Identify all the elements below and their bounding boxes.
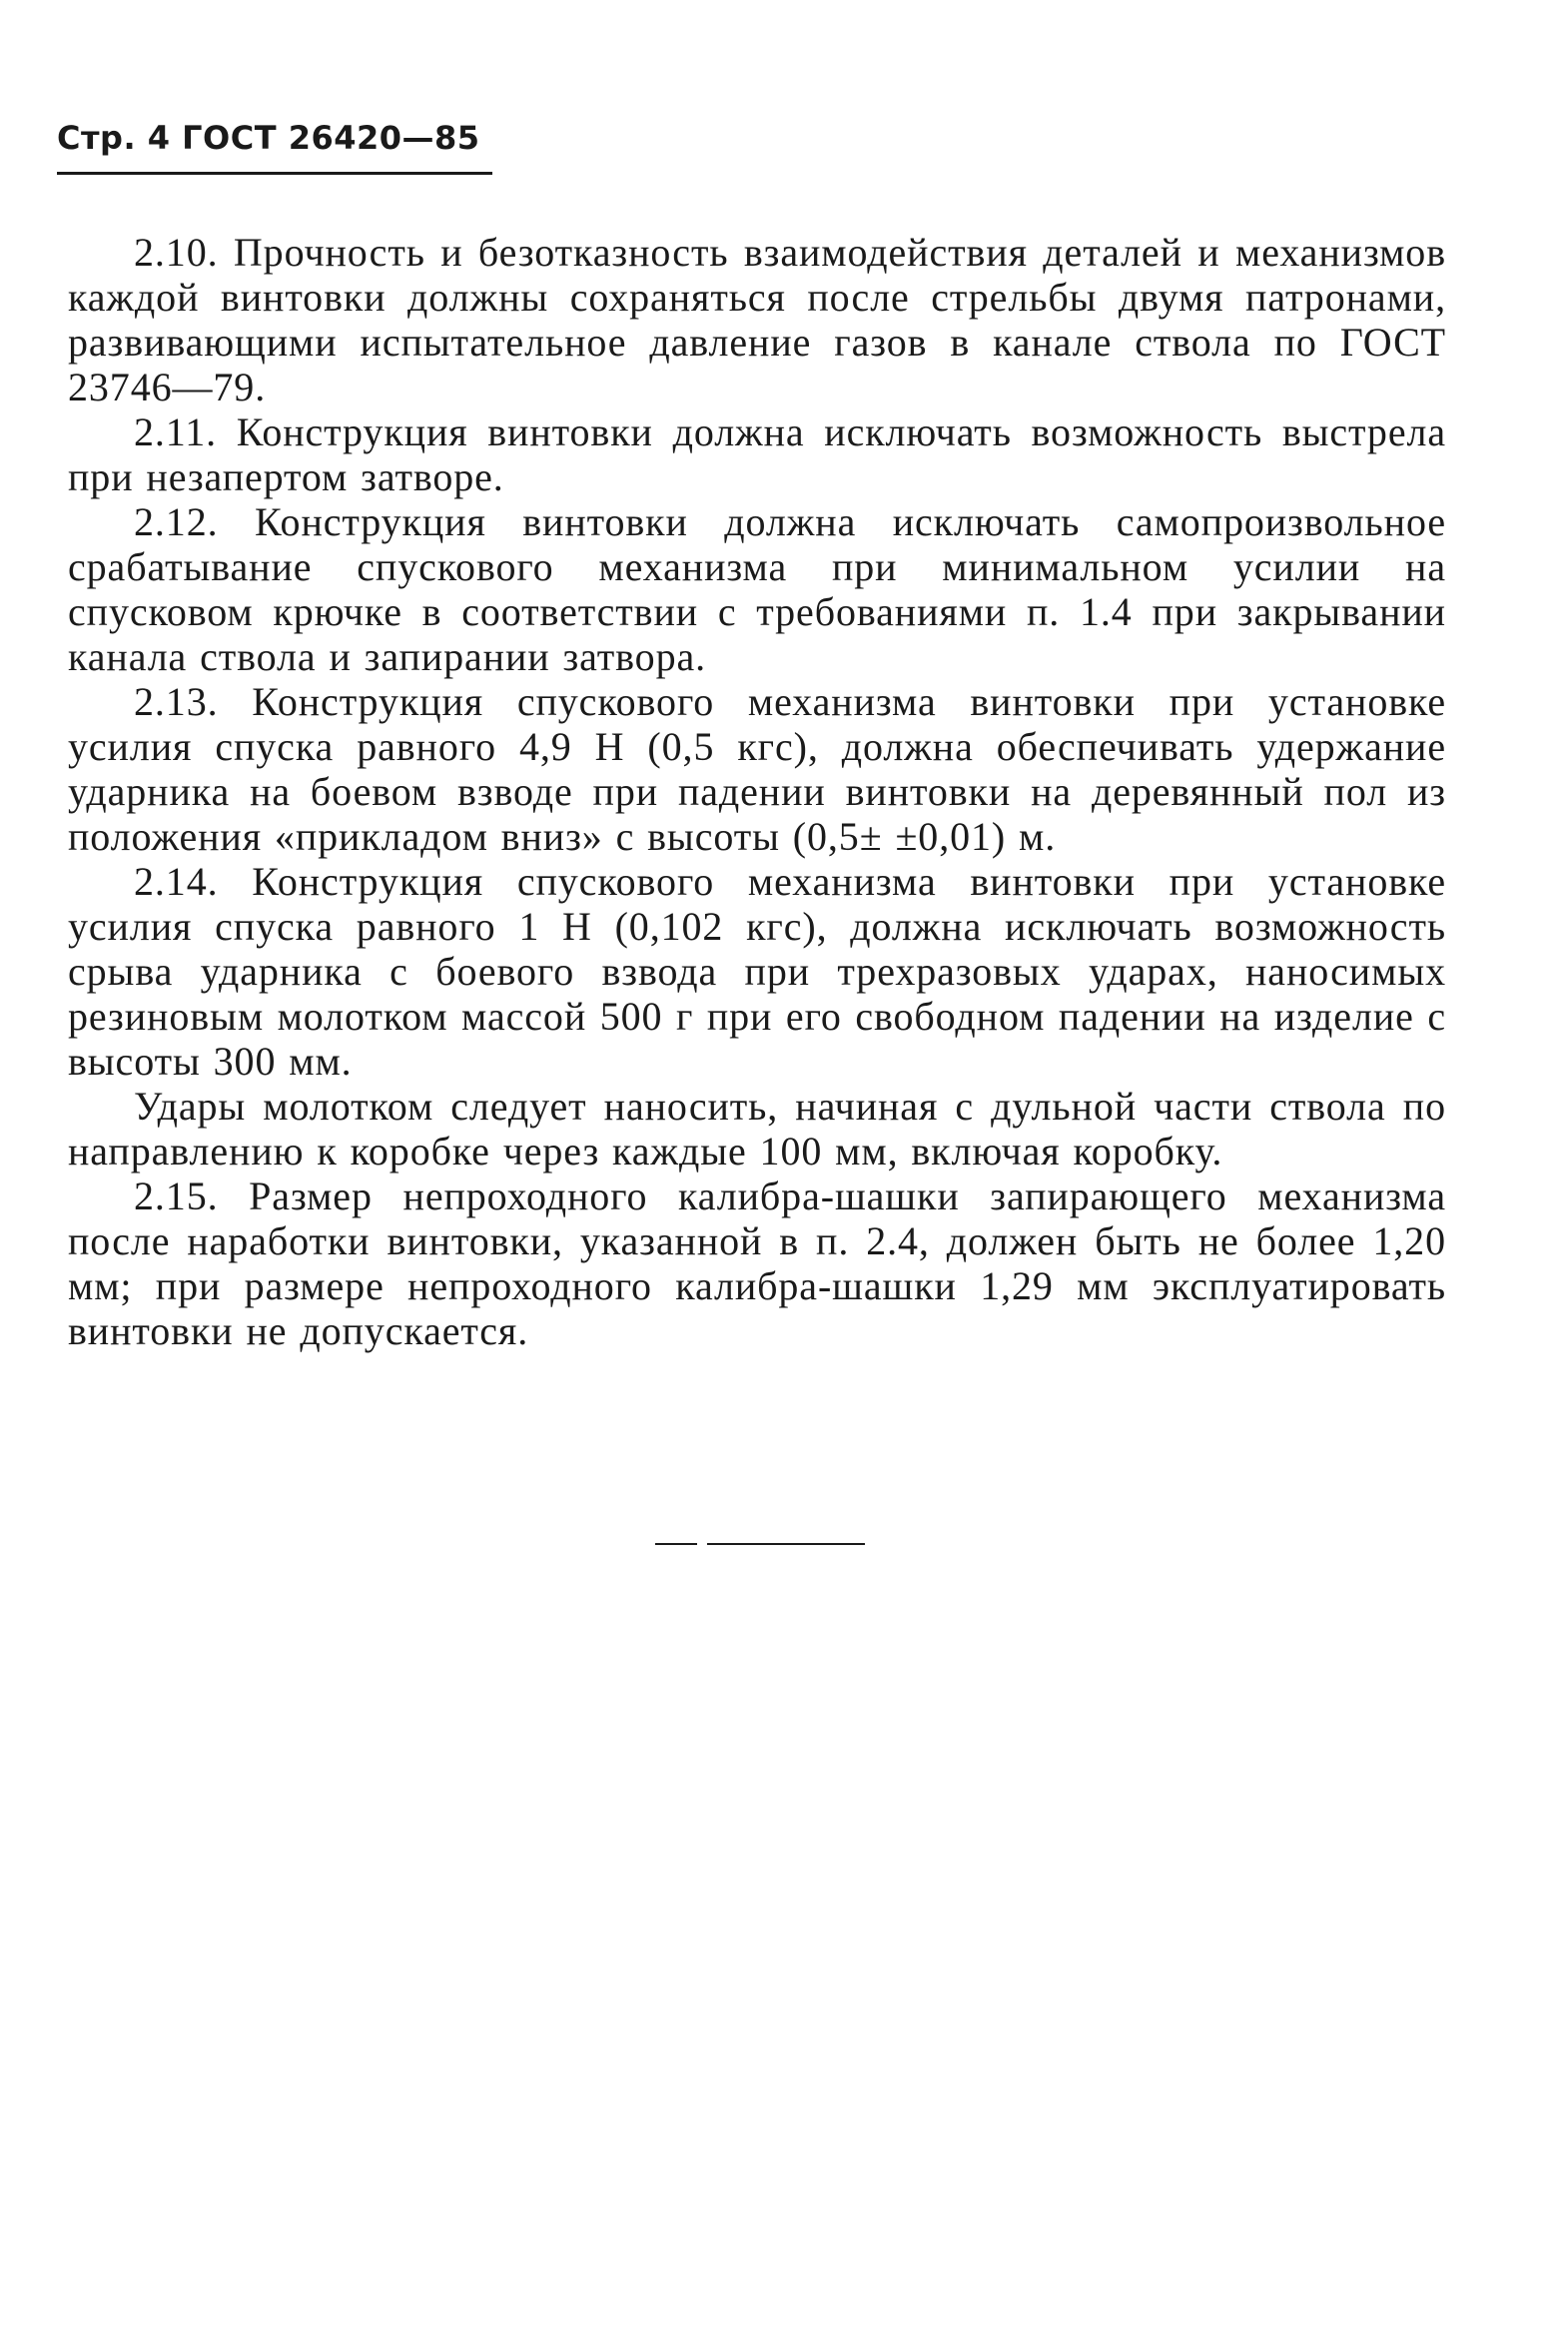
clause-2-14: 2.14. Конструкция спускового механизма винтовки при установке усилия спуска равного 1 Н (0,102 кгс), должна исключать возможность срыва ударника с боевого взвода при трехразовых ударах, наносимых резиновым молотком массой 500 г при его свободном падении на изделие с высоты 300 мм.	[68, 859, 1446, 1084]
clause-2-11: 2.11. Конструкция винтовки должна исключать возможность выстрела при незапертом затворе.	[68, 409, 1446, 499]
document-body	[68, 230, 1446, 1353]
end-of-section-rule	[655, 1543, 865, 1545]
clause-2-13: 2.13. Конструкция спускового механизма винтовки при установке усилия спуска равного 4,9 Н (0,5 кгс), должна обеспечивать удержание ударника на боевом взводе при падении винтовки на деревянный пол из положения «прикладом вниз» с высоты (0,5± ±0,01) м.	[68, 679, 1446, 859]
end-rule-segment	[655, 1543, 697, 1545]
page-header: Стр. 4 ГОСТ 26420—85	[57, 119, 480, 157]
clause-2-15: 2.15. Размер непроходного калибра-шашки запирающего механизма после наработки винтовки, указанной в п. 2.4, должен быть не более 1,20 мм; при размере непроходного калибра-шашки 1,29 мм эксплуатировать винтовки не допускается.	[68, 1173, 1446, 1353]
clause-2-14-note: Удары молотком следует наносить, начиная с дульной части ствола по направлению к коробке через каждые 100 мм, включая коробку.	[68, 1084, 1446, 1173]
header-rule	[57, 172, 492, 175]
clause-2-10: 2.10. Прочность и безотказность взаимодействия деталей и механизмов каждой винтовки должны сохраняться после стрельбы двумя патронами, развивающими испытательное давление газов в канале ствола по ГОСТ 23746—79.	[68, 230, 1446, 409]
clause-2-12: 2.12. Конструкция винтовки должна исключать самопроизвольное срабатывание спускового механизма при минимальном усилии на спусковом крючке в соответствии с требованиями п. 1.4 при закрывании канала ствола и запирании затвора.	[68, 499, 1446, 679]
end-rule-segment	[707, 1543, 865, 1545]
